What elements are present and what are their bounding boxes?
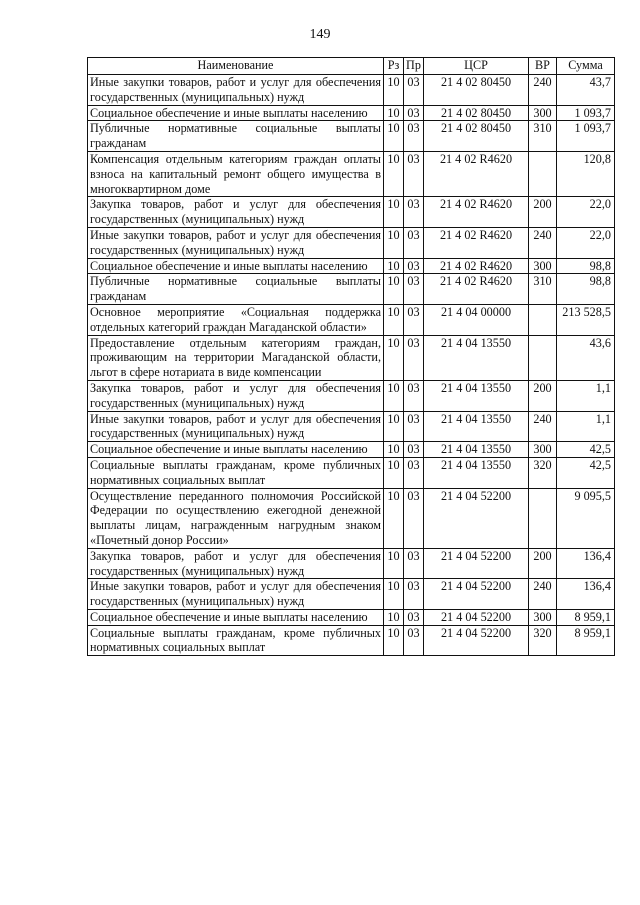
header-name: Наименование xyxy=(88,58,384,75)
cell-pr: 03 xyxy=(404,121,424,152)
cell-rz: 10 xyxy=(384,121,404,152)
cell-pr: 03 xyxy=(404,411,424,442)
cell-rz: 10 xyxy=(384,609,404,625)
cell-name: Иные закупки товаров, работ и услуг для обеспечения государственных (муниципальных) нужд xyxy=(88,75,384,106)
table-header-row xyxy=(88,58,615,75)
cell-csr: 21 4 02 80450 xyxy=(424,75,529,106)
cell-rz: 10 xyxy=(384,105,404,121)
cell-csr: 21 4 04 13550 xyxy=(424,442,529,458)
cell-vr: 300 xyxy=(529,105,557,121)
cell-sum: 22,0 xyxy=(557,197,615,228)
cell-name: Осуществление переданного полномочия Российской Федерации по осуществлению ежегодной денежной выплаты лицам, награжденным нагрудным знаком «Почетный донор России» xyxy=(88,488,384,548)
table-row xyxy=(88,258,615,274)
cell-csr: 21 4 02 R4620 xyxy=(424,197,529,228)
cell-name: Социальные выплаты гражданам, кроме публичных нормативных социальных выплат xyxy=(88,457,384,488)
cell-name: Предоставление отдельным категориям граждан, проживающим на территории Магаданской области, льгот в сфере нотариата в виде компенсации xyxy=(88,335,384,380)
cell-csr: 21 4 04 13550 xyxy=(424,411,529,442)
cell-sum: 8 959,1 xyxy=(557,609,615,625)
cell-name: Закупка товаров, работ и услуг для обеспечения государственных (муниципальных) нужд xyxy=(88,548,384,579)
table-row xyxy=(88,75,615,106)
table-row xyxy=(88,274,615,305)
cell-sum: 136,4 xyxy=(557,579,615,610)
cell-name: Закупка товаров, работ и услуг для обеспечения государственных (муниципальных) нужд xyxy=(88,197,384,228)
cell-name: Иные закупки товаров, работ и услуг для обеспечения государственных (муниципальных) нужд xyxy=(88,227,384,258)
cell-vr: 200 xyxy=(529,197,557,228)
cell-pr: 03 xyxy=(404,105,424,121)
cell-name: Публичные нормативные социальные выплаты гражданам xyxy=(88,121,384,152)
cell-rz: 10 xyxy=(384,227,404,258)
cell-name: Иные закупки товаров, работ и услуг для обеспечения государственных (муниципальных) нужд xyxy=(88,579,384,610)
cell-csr: 21 4 04 00000 xyxy=(424,304,529,335)
table-row xyxy=(88,197,615,228)
cell-pr: 03 xyxy=(404,579,424,610)
cell-sum: 42,5 xyxy=(557,442,615,458)
cell-vr: 300 xyxy=(529,258,557,274)
cell-rz: 10 xyxy=(384,411,404,442)
cell-pr: 03 xyxy=(404,227,424,258)
cell-pr: 03 xyxy=(404,548,424,579)
cell-csr: 21 4 04 13550 xyxy=(424,457,529,488)
cell-pr: 03 xyxy=(404,457,424,488)
cell-sum: 9 095,5 xyxy=(557,488,615,548)
cell-sum: 43,6 xyxy=(557,335,615,380)
cell-name: Публичные нормативные социальные выплаты гражданам xyxy=(88,274,384,305)
cell-rz: 10 xyxy=(384,442,404,458)
cell-csr: 21 4 04 52200 xyxy=(424,579,529,610)
cell-rz: 10 xyxy=(384,548,404,579)
table-row xyxy=(88,227,615,258)
cell-csr: 21 4 04 52200 xyxy=(424,625,529,656)
cell-pr: 03 xyxy=(404,197,424,228)
cell-rz: 10 xyxy=(384,304,404,335)
cell-name: Закупка товаров, работ и услуг для обеспечения государственных (муниципальных) нужд xyxy=(88,380,384,411)
cell-vr: 320 xyxy=(529,625,557,656)
cell-vr: 240 xyxy=(529,411,557,442)
table-row xyxy=(88,105,615,121)
header-rz: Рз xyxy=(384,58,404,75)
cell-name: Социальное обеспечение и иные выплаты населению xyxy=(88,442,384,458)
cell-pr: 03 xyxy=(404,625,424,656)
table-row xyxy=(88,488,615,548)
cell-rz: 10 xyxy=(384,274,404,305)
cell-vr: 200 xyxy=(529,548,557,579)
cell-vr: 240 xyxy=(529,227,557,258)
cell-name: Социальное обеспечение и иные выплаты населению xyxy=(88,258,384,274)
cell-vr xyxy=(529,488,557,548)
cell-sum: 98,8 xyxy=(557,258,615,274)
cell-csr: 21 4 04 52200 xyxy=(424,548,529,579)
header-vr: ВР xyxy=(529,58,557,75)
cell-name: Социальное обеспечение и иные выплаты населению xyxy=(88,609,384,625)
cell-vr xyxy=(529,304,557,335)
cell-csr: 21 4 04 13550 xyxy=(424,335,529,380)
header-csr: ЦСР xyxy=(424,58,529,75)
cell-name: Социальные выплаты гражданам, кроме публичных нормативных социальных выплат xyxy=(88,625,384,656)
cell-vr: 200 xyxy=(529,380,557,411)
cell-rz: 10 xyxy=(384,579,404,610)
cell-pr: 03 xyxy=(404,151,424,196)
cell-pr: 03 xyxy=(404,488,424,548)
cell-vr: 320 xyxy=(529,457,557,488)
cell-csr: 21 4 02 R4620 xyxy=(424,227,529,258)
cell-rz: 10 xyxy=(384,380,404,411)
cell-sum: 120,8 xyxy=(557,151,615,196)
cell-sum: 43,7 xyxy=(557,75,615,106)
page-number: 149 xyxy=(309,27,331,42)
cell-csr: 21 4 02 R4620 xyxy=(424,258,529,274)
cell-rz: 10 xyxy=(384,197,404,228)
table-row xyxy=(88,335,615,380)
cell-sum: 8 959,1 xyxy=(557,625,615,656)
cell-name: Социальное обеспечение и иные выплаты населению xyxy=(88,105,384,121)
cell-name: Иные закупки товаров, работ и услуг для обеспечения государственных (муниципальных) нужд xyxy=(88,411,384,442)
table-body xyxy=(88,75,615,656)
cell-sum: 1 093,7 xyxy=(557,105,615,121)
cell-vr: 240 xyxy=(529,75,557,106)
cell-csr: 21 4 02 R4620 xyxy=(424,274,529,305)
cell-vr: 310 xyxy=(529,274,557,305)
cell-sum: 1 093,7 xyxy=(557,121,615,152)
table-row xyxy=(88,625,615,656)
cell-rz: 10 xyxy=(384,151,404,196)
table-row xyxy=(88,609,615,625)
header-pr: Пр xyxy=(404,58,424,75)
cell-pr: 03 xyxy=(404,380,424,411)
cell-rz: 10 xyxy=(384,488,404,548)
cell-pr: 03 xyxy=(404,75,424,106)
table-row xyxy=(88,151,615,196)
cell-vr xyxy=(529,151,557,196)
cell-sum: 42,5 xyxy=(557,457,615,488)
cell-sum: 136,4 xyxy=(557,548,615,579)
table-row xyxy=(88,442,615,458)
cell-sum: 98,8 xyxy=(557,274,615,305)
cell-rz: 10 xyxy=(384,335,404,380)
header-sum: Сумма xyxy=(557,58,615,75)
cell-sum: 213 528,5 xyxy=(557,304,615,335)
cell-csr: 21 4 02 R4620 xyxy=(424,151,529,196)
cell-vr: 300 xyxy=(529,442,557,458)
cell-name: Компенсация отдельным категориям граждан оплаты взноса на капитальный ремонт общего имущества в многоквартирном доме xyxy=(88,151,384,196)
cell-pr: 03 xyxy=(404,609,424,625)
cell-sum: 1,1 xyxy=(557,380,615,411)
cell-pr: 03 xyxy=(404,274,424,305)
cell-pr: 03 xyxy=(404,442,424,458)
cell-sum: 1,1 xyxy=(557,411,615,442)
cell-vr: 310 xyxy=(529,121,557,152)
table-row xyxy=(88,548,615,579)
cell-pr: 03 xyxy=(404,258,424,274)
cell-rz: 10 xyxy=(384,625,404,656)
cell-csr: 21 4 02 80450 xyxy=(424,121,529,152)
cell-rz: 10 xyxy=(384,457,404,488)
cell-pr: 03 xyxy=(404,304,424,335)
cell-pr: 03 xyxy=(404,335,424,380)
cell-csr: 21 4 04 13550 xyxy=(424,380,529,411)
table-row xyxy=(88,579,615,610)
cell-vr: 300 xyxy=(529,609,557,625)
cell-csr: 21 4 02 80450 xyxy=(424,105,529,121)
table-row xyxy=(88,457,615,488)
cell-vr xyxy=(529,335,557,380)
cell-csr: 21 4 04 52200 xyxy=(424,488,529,548)
cell-rz: 10 xyxy=(384,258,404,274)
table-row xyxy=(88,380,615,411)
cell-vr: 240 xyxy=(529,579,557,610)
budget-table xyxy=(87,57,615,656)
table-row xyxy=(88,121,615,152)
cell-name: Основное мероприятие «Социальная поддержка отдельных категорий граждан Магаданской области» xyxy=(88,304,384,335)
cell-rz: 10 xyxy=(384,75,404,106)
cell-sum: 22,0 xyxy=(557,227,615,258)
table-row xyxy=(88,304,615,335)
table-row xyxy=(88,411,615,442)
cell-csr: 21 4 04 52200 xyxy=(424,609,529,625)
